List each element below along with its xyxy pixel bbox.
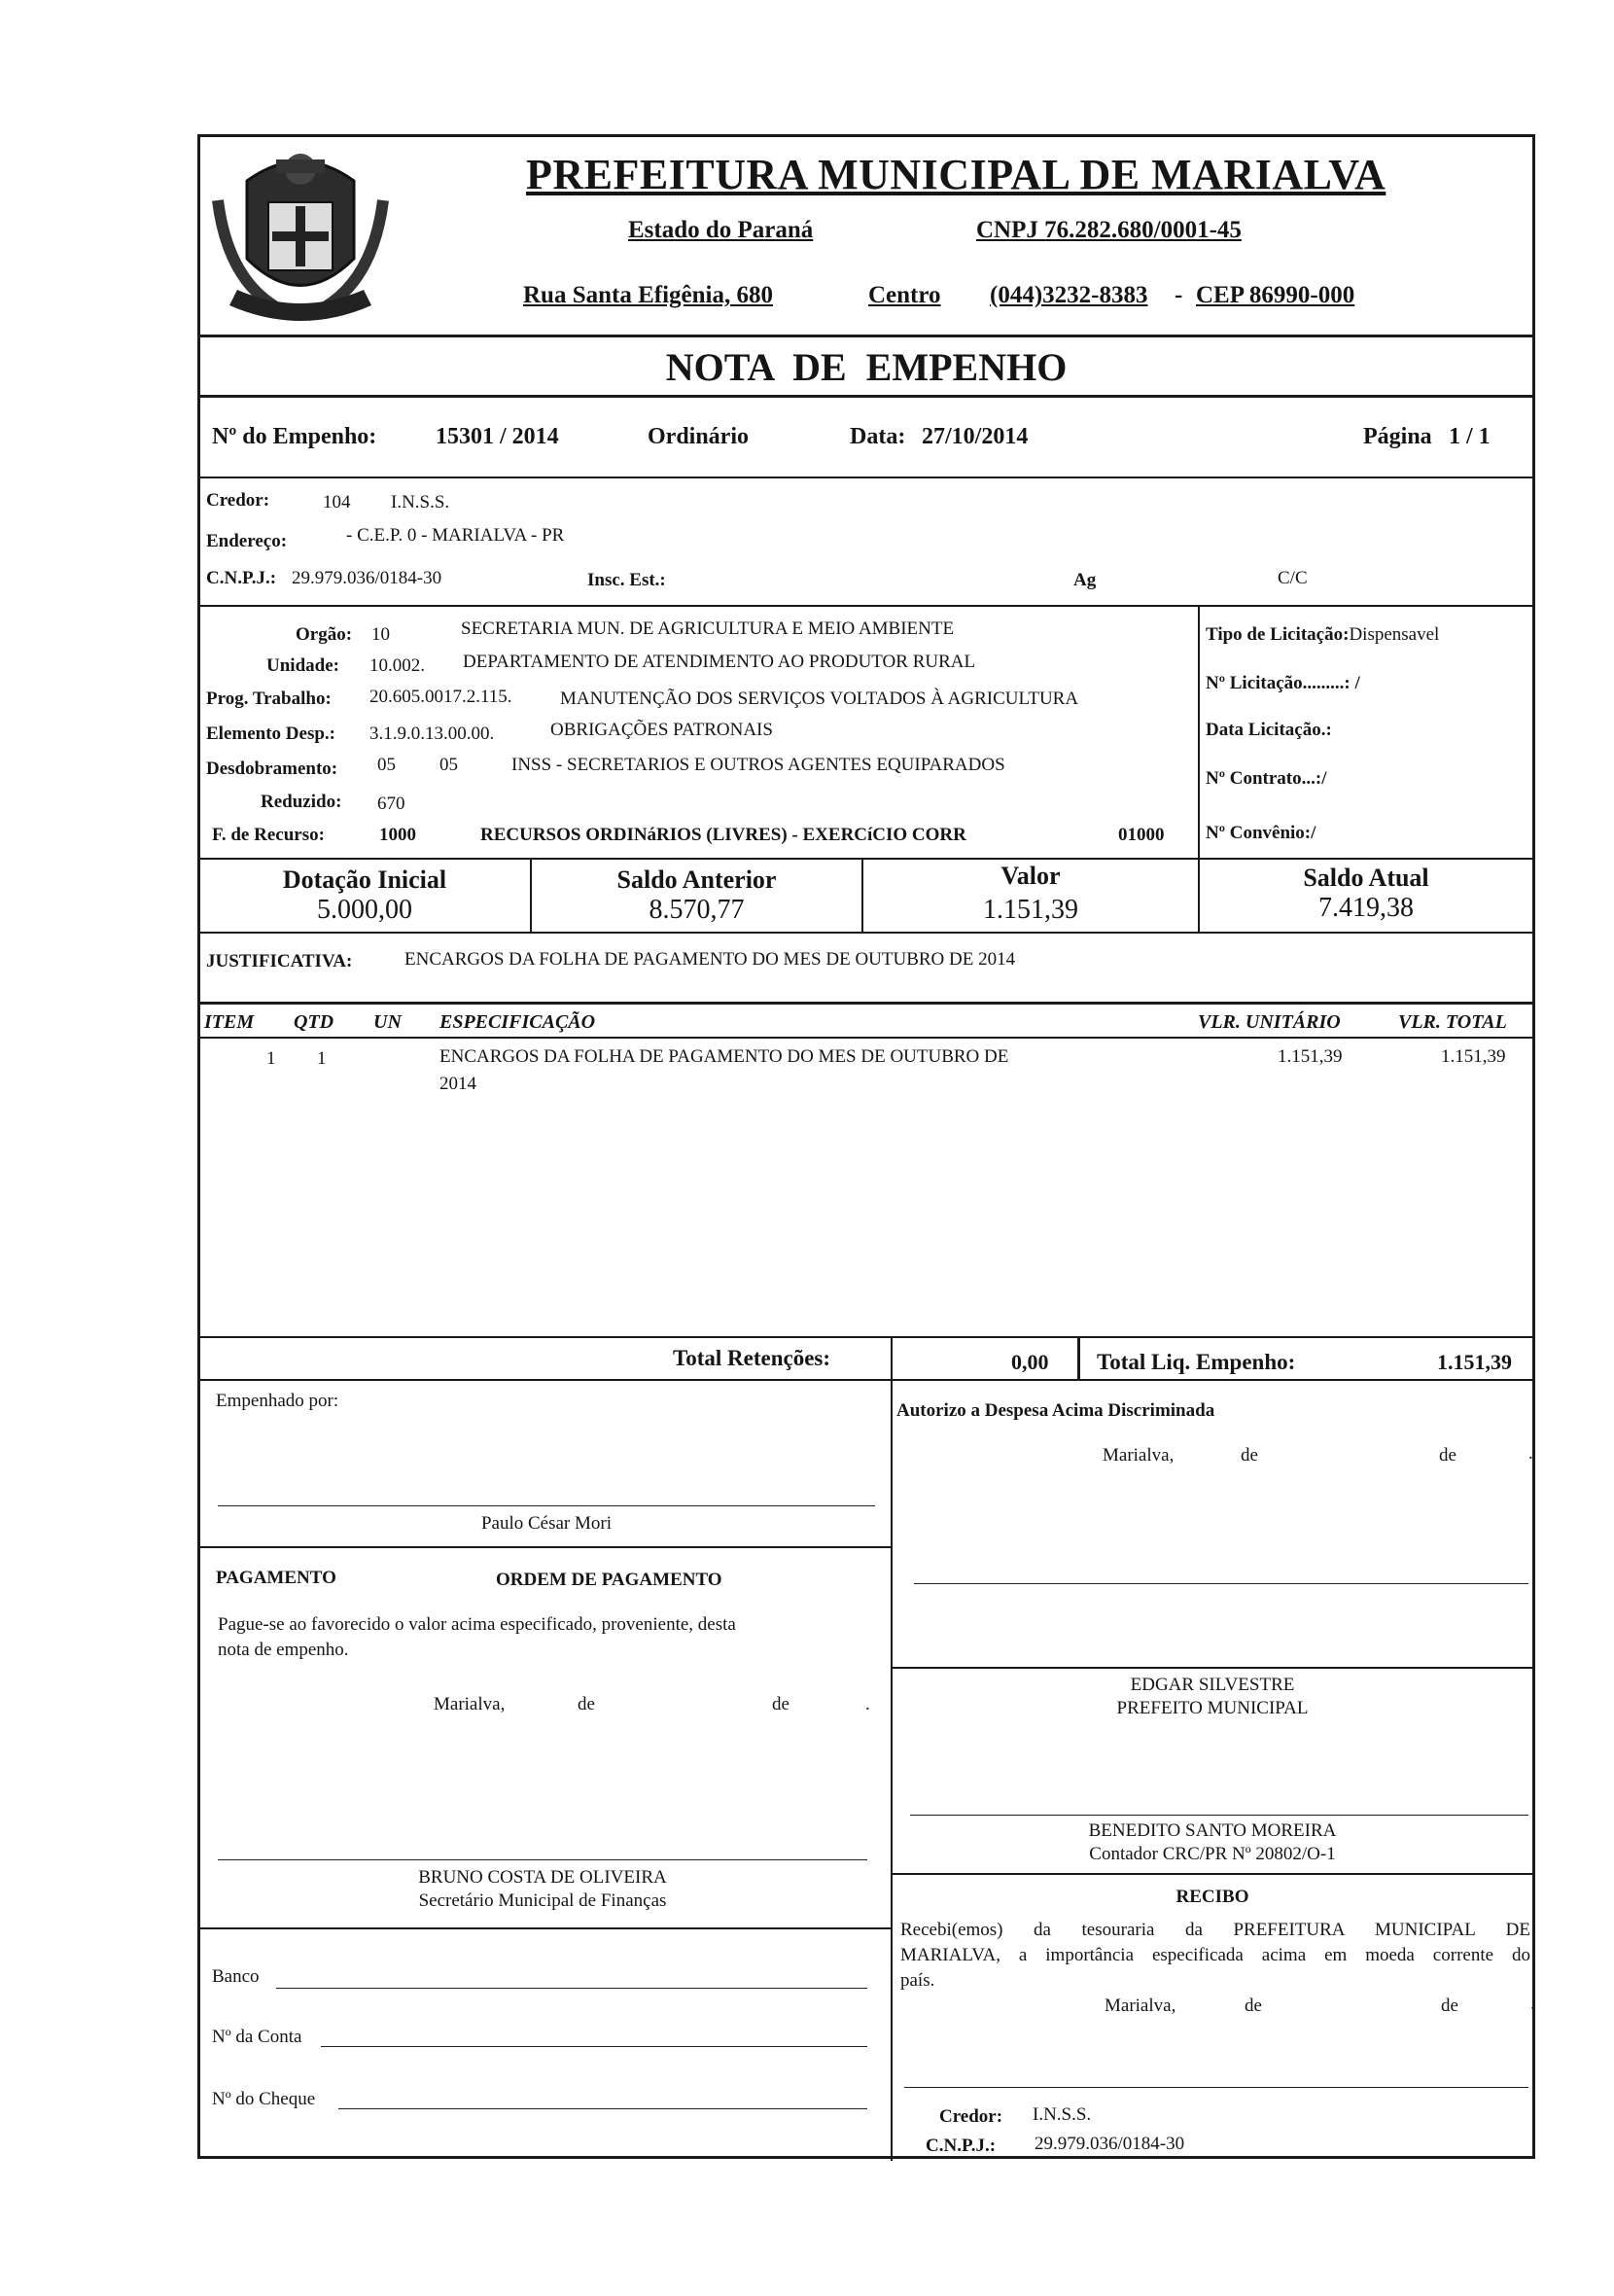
fonte-recurso-label: F. de Recurso: (212, 825, 325, 845)
divider (197, 1927, 891, 1929)
elemento-desc: OBRIGAÇÕES PATRONAIS (550, 720, 773, 740)
fonte-recurso-code-2: 01000 (1118, 825, 1165, 845)
prefeito-name: EDGAR SILVESTRE (1130, 1675, 1295, 1695)
recibo-label: RECIBO (1175, 1887, 1249, 1907)
reduzido-label: Reduzido: (261, 792, 342, 812)
saldo-anterior-value: 8.570,77 (649, 895, 745, 925)
autorizo-city: Marialva, (1103, 1445, 1175, 1466)
divider (197, 395, 1535, 398)
secretario-title: Secretário Municipal de Finanças (418, 1890, 667, 1911)
agencia-label: Ag (1073, 570, 1097, 590)
row-vlr-total: 1.151,39 (1441, 1046, 1506, 1067)
convenio-number: Nº Convênio:/ (1206, 823, 1316, 843)
empenhado-por-name: Paulo César Mori (480, 1513, 613, 1534)
divider (197, 1037, 1535, 1039)
header-cnpj: CNPJ 76.282.680/0001-45 (976, 217, 1242, 243)
desdobramento-code-2: 05 (439, 755, 458, 775)
conta-label: Nº da Conta (212, 2027, 302, 2047)
insc-est-label: Insc. Est.: (587, 570, 666, 590)
banco-line (276, 1988, 867, 1989)
autorizo-de-2: de (1439, 1445, 1456, 1466)
desdobramento-label: Desdobramento: (206, 759, 338, 779)
autorizo-de-1: de (1241, 1445, 1258, 1466)
empenho-number: 15301 / 2014 (436, 424, 559, 449)
total-retencoes-value: 0,00 (1011, 1350, 1049, 1374)
autorizo-dot: . (1528, 1443, 1533, 1464)
unidade-code: 10.002. (369, 655, 425, 676)
pague-city: Marialva, (434, 1694, 506, 1714)
divider (1198, 605, 1200, 862)
justificativa-text: ENCARGOS DA FOLHA DE PAGAMENTO DO MES DE OUTUBRO DE 2014 (404, 949, 1016, 970)
prefeito-title: PREFEITO MUNICIPAL (1116, 1698, 1309, 1718)
header-separator: - (1175, 282, 1183, 308)
recibo-credor-value: I.N.S.S. (1033, 2104, 1092, 2125)
conta-line (321, 2046, 867, 2047)
recibo-de-1: de (1245, 1996, 1262, 2016)
divider (197, 477, 1535, 478)
recibo-de-2: de (1441, 1996, 1458, 2016)
fonte-recurso-code: 1000 (379, 825, 416, 845)
fonte-recurso-desc: RECURSOS ORDINáRIOS (LIVRES) - EXERCíCIO CORR (480, 825, 966, 845)
endereco-value: - C.E.P. 0 - MARIALVA - PR (346, 525, 565, 546)
prog-trabalho-code: 20.605.0017.2.115. (369, 687, 512, 707)
frame-left (197, 134, 200, 2159)
col-header-un: UN (373, 1011, 402, 1033)
col-header-especificacao: ESPECIFICAÇÃO (439, 1011, 596, 1033)
pagamento-label: PAGAMENTO (216, 1568, 336, 1588)
empenho-date: 27/10/2014 (922, 424, 1029, 449)
divider (197, 1336, 1535, 1338)
desdobramento-desc: INSS - SECRETARIOS E OUTROS AGENTES EQUIPARADOS (511, 755, 1005, 775)
header-state: Estado do Paraná (628, 217, 814, 243)
autorizo-label: Autorizo a Despesa Acima Discriminada (896, 1400, 1215, 1421)
municipal-coat-of-arms-icon (208, 142, 393, 336)
endereco-label: Endereço: (206, 531, 288, 551)
empenhado-por-label: Empenhado por: (216, 1391, 339, 1411)
divider (1077, 1336, 1080, 1379)
prog-trabalho-label: Prog. Trabalho: (206, 689, 332, 709)
secretario-name: BRUNO COSTA DE OLIVEIRA (418, 1867, 667, 1888)
divider (197, 858, 1535, 860)
pague-text-2: nota de empenho. (218, 1640, 349, 1660)
frame-bottom (197, 2156, 1535, 2159)
recibo-text-2: MARIALVA, a importância especificada acima em moeda corrente do (900, 1945, 1530, 1965)
unidade-desc: DEPARTAMENTO DE ATENDIMENTO AO PRODUTOR RURAL (463, 652, 976, 672)
licitacao-date: Data Licitação.: (1206, 720, 1332, 740)
divider (197, 932, 1535, 934)
valor-label: Valor (1000, 862, 1061, 890)
signature-line (218, 1505, 875, 1506)
contador-title: Contador CRC/PR Nº 20802/O-1 (1089, 1844, 1336, 1864)
header-cep: CEP 86990-000 (1196, 282, 1355, 308)
page-label: Página (1363, 424, 1432, 449)
cheque-line (338, 2108, 867, 2109)
conta-corrente-label: C/C (1278, 568, 1308, 588)
frame-right (1532, 134, 1535, 2159)
recibo-cnpj-value: 29.979.036/0184-30 (1035, 2134, 1185, 2154)
header-address: Rua Santa Efigênia, 680 (523, 282, 773, 308)
recibo-credor-label: Credor: (939, 2106, 1003, 2127)
row-item: 1 (266, 1048, 276, 1069)
frame-top (197, 134, 1535, 137)
signature-line (914, 1583, 1528, 1584)
unidade-label: Unidade: (266, 655, 339, 676)
header-district: Centro (868, 282, 941, 308)
col-header-qtd: QTD (294, 1011, 334, 1033)
licitacao-number: Nº Licitação.........: / (1206, 673, 1360, 693)
divider (891, 1873, 1535, 1875)
divider (197, 1002, 1535, 1005)
total-liquido-value: 1.151,39 (1437, 1350, 1512, 1374)
recibo-text-3: país. (900, 1970, 935, 1991)
elemento-code: 3.1.9.0.13.00.00. (369, 724, 495, 744)
page-title: PREFEITURA MUNICIPAL DE MARIALVA (526, 151, 1386, 198)
divider (891, 1379, 893, 2161)
signature-line (218, 1859, 867, 1860)
header-phone: (044)3232-8383 (990, 282, 1148, 308)
col-header-vlr-unitario: VLR. UNITÁRIO (1198, 1011, 1341, 1033)
row-especificacao-2: 2014 (439, 1074, 476, 1094)
divider (891, 1336, 893, 1379)
signature-line (910, 1815, 1528, 1816)
document-title: NOTA DE EMPENHO (665, 345, 1068, 389)
row-qtd: 1 (317, 1048, 327, 1069)
justificativa-label: JUSTIFICATIVA: (206, 951, 353, 971)
prog-trabalho-desc: MANUTENÇÃO DOS SERVIÇOS VOLTADOS À AGRICULTURA (560, 689, 1079, 709)
reduzido-value: 670 (377, 794, 405, 814)
orgao-code: 10 (371, 624, 390, 645)
credor-name: I.N.S.S. (391, 492, 450, 512)
saldo-anterior-label: Saldo Anterior (616, 865, 777, 894)
divider (197, 1379, 1535, 1381)
elemento-label: Elemento Desp.: (206, 724, 335, 744)
divider (197, 335, 1535, 337)
recibo-city: Marialva, (1105, 1996, 1176, 2016)
contador-name: BENEDITO SANTO MOREIRA (1088, 1820, 1337, 1841)
pague-de-2: de (772, 1694, 789, 1714)
recibo-dot: . (1530, 1994, 1535, 2014)
valor-value: 1.151,39 (983, 895, 1078, 925)
saldo-atual-value: 7.419,38 (1318, 893, 1414, 923)
empenho-type: Ordinário (648, 424, 750, 449)
recibo-cnpj-label: C.N.P.J.: (926, 2136, 997, 2156)
dotacao-inicial-value: 5.000,00 (317, 895, 412, 925)
cnpj-label: C.N.P.J.: (206, 568, 277, 588)
col-header-item: ITEM (204, 1011, 255, 1033)
orgao-label: Orgão: (296, 624, 353, 645)
cheque-label: Nº do Cheque (212, 2089, 316, 2109)
orgao-desc: SECRETARIA MUN. DE AGRICULTURA E MEIO AMBIENTE (461, 618, 955, 639)
tipo-licitacao: Tipo de Licitação:Dispensavel (1206, 624, 1440, 645)
divider (197, 1546, 891, 1548)
divider (891, 1667, 1535, 1669)
page-number: 1 / 1 (1449, 424, 1491, 449)
banco-label: Banco (212, 1966, 260, 1987)
signature-line (904, 2087, 1528, 2088)
row-especificacao-1: ENCARGOS DA FOLHA DE PAGAMENTO DO MES DE OUTUBRO DE (439, 1046, 1009, 1067)
recibo-text-1: Recebi(emos) da tesouraria da PREFEITURA MUNICIPAL DE (900, 1920, 1530, 1940)
desdobramento-code-1: 05 (377, 755, 396, 775)
contrato-number: Nº Contrato...:/ (1206, 768, 1327, 789)
saldo-atual-label: Saldo Atual (1303, 864, 1429, 892)
total-retencoes-label: Total Retenções: (673, 1346, 831, 1370)
empenho-number-label: Nº do Empenho: (212, 424, 377, 449)
credor-code: 104 (323, 492, 351, 512)
ordem-pagamento-label: ORDEM DE PAGAMENTO (496, 1570, 722, 1590)
cnpj-value: 29.979.036/0184-30 (292, 568, 442, 588)
pague-text-1: Pague-se ao favorecido o valor acima especificado, proveniente, desta (218, 1614, 736, 1635)
divider (197, 605, 1535, 607)
dotacao-inicial-label: Dotação Inicial (282, 865, 447, 894)
total-liquido-label: Total Liq. Empenho: (1097, 1350, 1296, 1374)
col-header-vlr-total: VLR. TOTAL (1398, 1011, 1507, 1033)
empenho-date-label: Data: (850, 424, 906, 449)
pague-de-1: de (578, 1694, 595, 1714)
pague-dot: . (865, 1694, 870, 1714)
credor-label: Credor: (206, 490, 270, 511)
row-vlr-unitario: 1.151,39 (1278, 1046, 1343, 1067)
